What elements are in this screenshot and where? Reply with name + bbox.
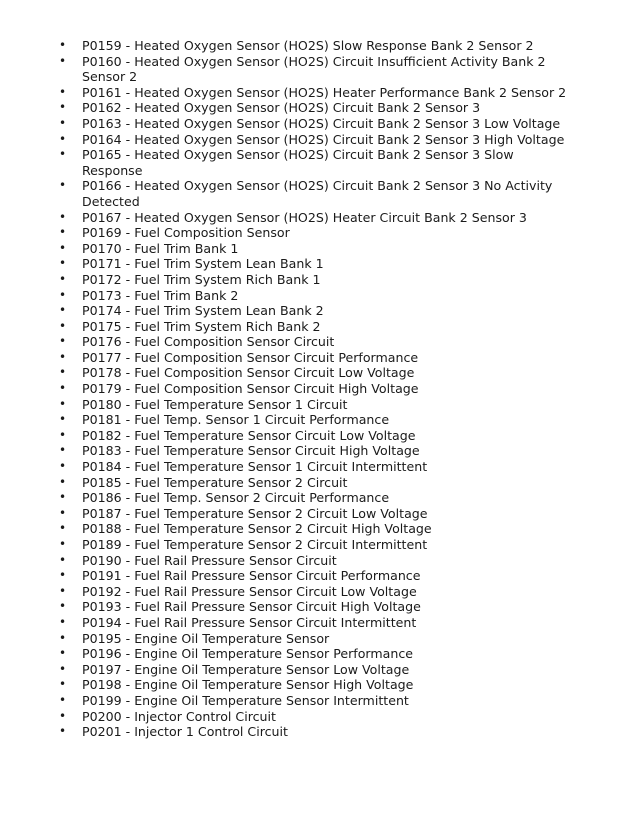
list-item-text: P0183 - Fuel Temperature Sensor Circuit High Voltage bbox=[82, 443, 420, 459]
list-item-text: P0201 - Injector 1 Control Circuit bbox=[82, 724, 288, 740]
list-item bbox=[56, 428, 576, 444]
trouble-code-list bbox=[56, 38, 576, 740]
list-item-text: P0175 - Fuel Trim System Rich Bank 2 bbox=[82, 318, 321, 334]
list-item bbox=[56, 178, 576, 209]
list-item bbox=[56, 85, 576, 101]
bullet-icon: • bbox=[59, 630, 67, 645]
list-item bbox=[56, 662, 576, 678]
bullet-icon: • bbox=[59, 178, 67, 193]
list-item-text: P0179 - Fuel Composition Sensor Circuit High Voltage bbox=[82, 381, 419, 397]
bullet-icon: • bbox=[59, 490, 67, 505]
bullet-icon: • bbox=[59, 147, 67, 162]
bullet-icon: • bbox=[59, 537, 67, 551]
bullet-icon: • bbox=[59, 271, 67, 286]
list-item-text: P0185 - Fuel Temperature Sensor 2 Circuit bbox=[82, 474, 348, 490]
list-item-text: P0196 - Engine Oil Temperature Sensor Performance bbox=[82, 646, 414, 662]
bullet-icon: • bbox=[59, 225, 67, 240]
bullet-icon: • bbox=[59, 256, 67, 271]
list-item bbox=[56, 506, 576, 522]
bullet-icon: • bbox=[59, 505, 67, 520]
bullet-icon: • bbox=[59, 334, 67, 349]
list-item-text: P0181 - Fuel Temp. Sensor 1 Circuit Performance bbox=[82, 412, 390, 428]
list-item bbox=[56, 443, 576, 459]
list-item bbox=[56, 693, 576, 709]
list-item bbox=[56, 54, 576, 85]
list-item bbox=[56, 319, 576, 335]
list-item bbox=[56, 490, 576, 506]
list-item-text: P0186 - Fuel Temp. Sensor 2 Circuit Performance bbox=[82, 490, 390, 506]
list-item-text: P0177 - Fuel Composition Sensor Circuit Performance bbox=[82, 349, 419, 365]
list-item-text: P0180 - Fuel Temperature Sensor 1 Circuit bbox=[82, 396, 348, 412]
list-item-text: P0173 - Fuel Trim Bank 2 bbox=[82, 287, 239, 303]
list-item-text: P0159 - Heated Oxygen Sensor (HO2S) Slow Response Bank 2 Sensor 2 bbox=[82, 38, 534, 53]
list-item-text: P0188 - Fuel Temperature Sensor 2 Circuit High Voltage bbox=[82, 521, 432, 537]
bullet-icon: • bbox=[59, 708, 67, 723]
bullet-icon: • bbox=[59, 38, 67, 52]
bullet-icon: • bbox=[59, 131, 67, 146]
list-item-text: P0195 - Engine Oil Temperature Sensor bbox=[82, 630, 330, 646]
list-item bbox=[56, 459, 576, 475]
bullet-icon: • bbox=[59, 646, 67, 661]
bullet-icon: • bbox=[59, 474, 67, 489]
list-item-text: P0197 - Engine Oil Temperature Sensor Low Voltage bbox=[82, 661, 410, 677]
list-item-text: P0167 - Heated Oxygen Sensor (HO2S) Heater Circuit Bank 2 Sensor 3 bbox=[82, 209, 527, 225]
bullet-icon: • bbox=[59, 568, 67, 583]
list-item bbox=[56, 116, 576, 132]
list-item-text: P0178 - Fuel Composition Sensor Circuit Low Voltage bbox=[82, 365, 415, 381]
bullet-icon: • bbox=[59, 381, 67, 396]
list-item bbox=[56, 210, 576, 226]
bullet-icon: • bbox=[59, 427, 67, 442]
bullet-icon: • bbox=[59, 303, 67, 318]
bullet-icon: • bbox=[59, 661, 67, 676]
bullet-icon: • bbox=[59, 100, 67, 115]
list-item bbox=[56, 256, 576, 272]
list-item bbox=[56, 615, 576, 631]
list-item-text: P0176 - Fuel Composition Sensor Circuit bbox=[82, 334, 335, 350]
list-item bbox=[56, 350, 576, 366]
list-item bbox=[56, 568, 576, 584]
bullet-icon: • bbox=[59, 365, 67, 380]
bullet-icon: • bbox=[59, 614, 67, 629]
list-item bbox=[56, 584, 576, 600]
list-item bbox=[56, 272, 576, 288]
list-item-text: P0169 - Fuel Composition Sensor bbox=[82, 225, 290, 241]
bullet-icon: • bbox=[59, 521, 67, 536]
bullet-icon: • bbox=[59, 115, 67, 130]
list-item bbox=[56, 147, 576, 178]
bullet-icon: • bbox=[59, 240, 67, 255]
bullet-icon: • bbox=[59, 583, 67, 598]
list-item-text: P0184 - Fuel Temperature Sensor 1 Circuit Intermittent bbox=[82, 459, 428, 475]
list-item-text: P0174 - Fuel Trim System Lean Bank 2 bbox=[82, 303, 324, 319]
list-item bbox=[56, 132, 576, 148]
bullet-icon: • bbox=[59, 412, 67, 427]
list-item bbox=[56, 475, 576, 491]
list-item-text: P0189 - Fuel Temperature Sensor 2 Circuit Intermittent bbox=[82, 537, 428, 552]
list-item-text: P0160 - Heated Oxygen Sensor (HO2S) Circuit Insufficient Activity Bank 2 Sensor 2 bbox=[82, 53, 546, 85]
list-item bbox=[56, 709, 576, 725]
list-item-text: P0172 - Fuel Trim System Rich Bank 1 bbox=[82, 271, 321, 287]
list-item-text: P0165 - Heated Oxygen Sensor (HO2S) Circuit Bank 2 Sensor 3 Slow Response bbox=[82, 147, 514, 178]
list-item bbox=[56, 412, 576, 428]
bullet-icon: • bbox=[59, 677, 67, 692]
bullet-icon: • bbox=[59, 552, 67, 567]
list-item-text: P0190 - Fuel Rail Pressure Sensor Circuit bbox=[82, 552, 337, 568]
list-item bbox=[56, 100, 576, 116]
list-item bbox=[56, 599, 576, 615]
list-item-text: P0187 - Fuel Temperature Sensor 2 Circuit Low Voltage bbox=[82, 505, 428, 521]
list-item-text: P0194 - Fuel Rail Pressure Sensor Circuit Intermittent bbox=[82, 614, 417, 630]
bullet-icon: • bbox=[59, 443, 67, 458]
list-item-text: P0170 - Fuel Trim Bank 1 bbox=[82, 240, 239, 256]
list-item-text: P0192 - Fuel Rail Pressure Sensor Circuit Low Voltage bbox=[82, 583, 417, 599]
list-item bbox=[56, 553, 576, 569]
bullet-icon: • bbox=[59, 349, 67, 364]
list-item-text: P0182 - Fuel Temperature Sensor Circuit Low Voltage bbox=[82, 427, 416, 443]
list-item-text: P0200 - Injector Control Circuit bbox=[82, 708, 276, 724]
list-item bbox=[56, 303, 576, 319]
bullet-icon: • bbox=[59, 287, 67, 302]
list-item bbox=[56, 397, 576, 413]
bullet-icon: • bbox=[59, 318, 67, 333]
list-item bbox=[56, 365, 576, 381]
bullet-icon: • bbox=[59, 53, 67, 68]
list-item bbox=[56, 646, 576, 662]
list-item bbox=[56, 334, 576, 350]
list-item-text: P0163 - Heated Oxygen Sensor (HO2S) Circuit Bank 2 Sensor 3 Low Voltage bbox=[82, 115, 561, 131]
bullet-icon: • bbox=[59, 459, 67, 474]
list-item bbox=[56, 225, 576, 241]
list-item-text: P0166 - Heated Oxygen Sensor (HO2S) Circuit Bank 2 Sensor 3 No Activity Detected bbox=[82, 178, 553, 209]
list-item-text: P0162 - Heated Oxygen Sensor (HO2S) Circuit Bank 2 Sensor 3 bbox=[82, 100, 481, 116]
list-item bbox=[56, 241, 576, 257]
bullet-icon: • bbox=[59, 599, 67, 614]
bullet-icon: • bbox=[59, 84, 67, 99]
bullet-icon: • bbox=[59, 692, 67, 707]
list-item bbox=[56, 38, 576, 54]
list-item-text: P0161 - Heated Oxygen Sensor (HO2S) Heater Performance Bank 2 Sensor 2 bbox=[82, 84, 567, 100]
list-item bbox=[56, 288, 576, 304]
list-item-text: P0199 - Engine Oil Temperature Sensor Intermittent bbox=[82, 692, 409, 708]
list-item-text: P0191 - Fuel Rail Pressure Sensor Circuit Performance bbox=[82, 568, 421, 584]
list-item-text: P0171 - Fuel Trim System Lean Bank 1 bbox=[82, 256, 324, 272]
list-item bbox=[56, 724, 576, 740]
list-item bbox=[56, 677, 576, 693]
bullet-icon: • bbox=[59, 724, 67, 739]
list-item-text: P0198 - Engine Oil Temperature Sensor High Voltage bbox=[82, 677, 414, 693]
list-item bbox=[56, 381, 576, 397]
list-item-text: P0164 - Heated Oxygen Sensor (HO2S) Circuit Bank 2 Sensor 3 High Voltage bbox=[82, 131, 565, 147]
list-item bbox=[56, 521, 576, 537]
list-item bbox=[56, 631, 576, 647]
bullet-icon: • bbox=[59, 209, 67, 224]
bullet-icon: • bbox=[59, 396, 67, 411]
list-item-text: P0193 - Fuel Rail Pressure Sensor Circuit High Voltage bbox=[82, 599, 421, 615]
list-item bbox=[56, 537, 576, 553]
